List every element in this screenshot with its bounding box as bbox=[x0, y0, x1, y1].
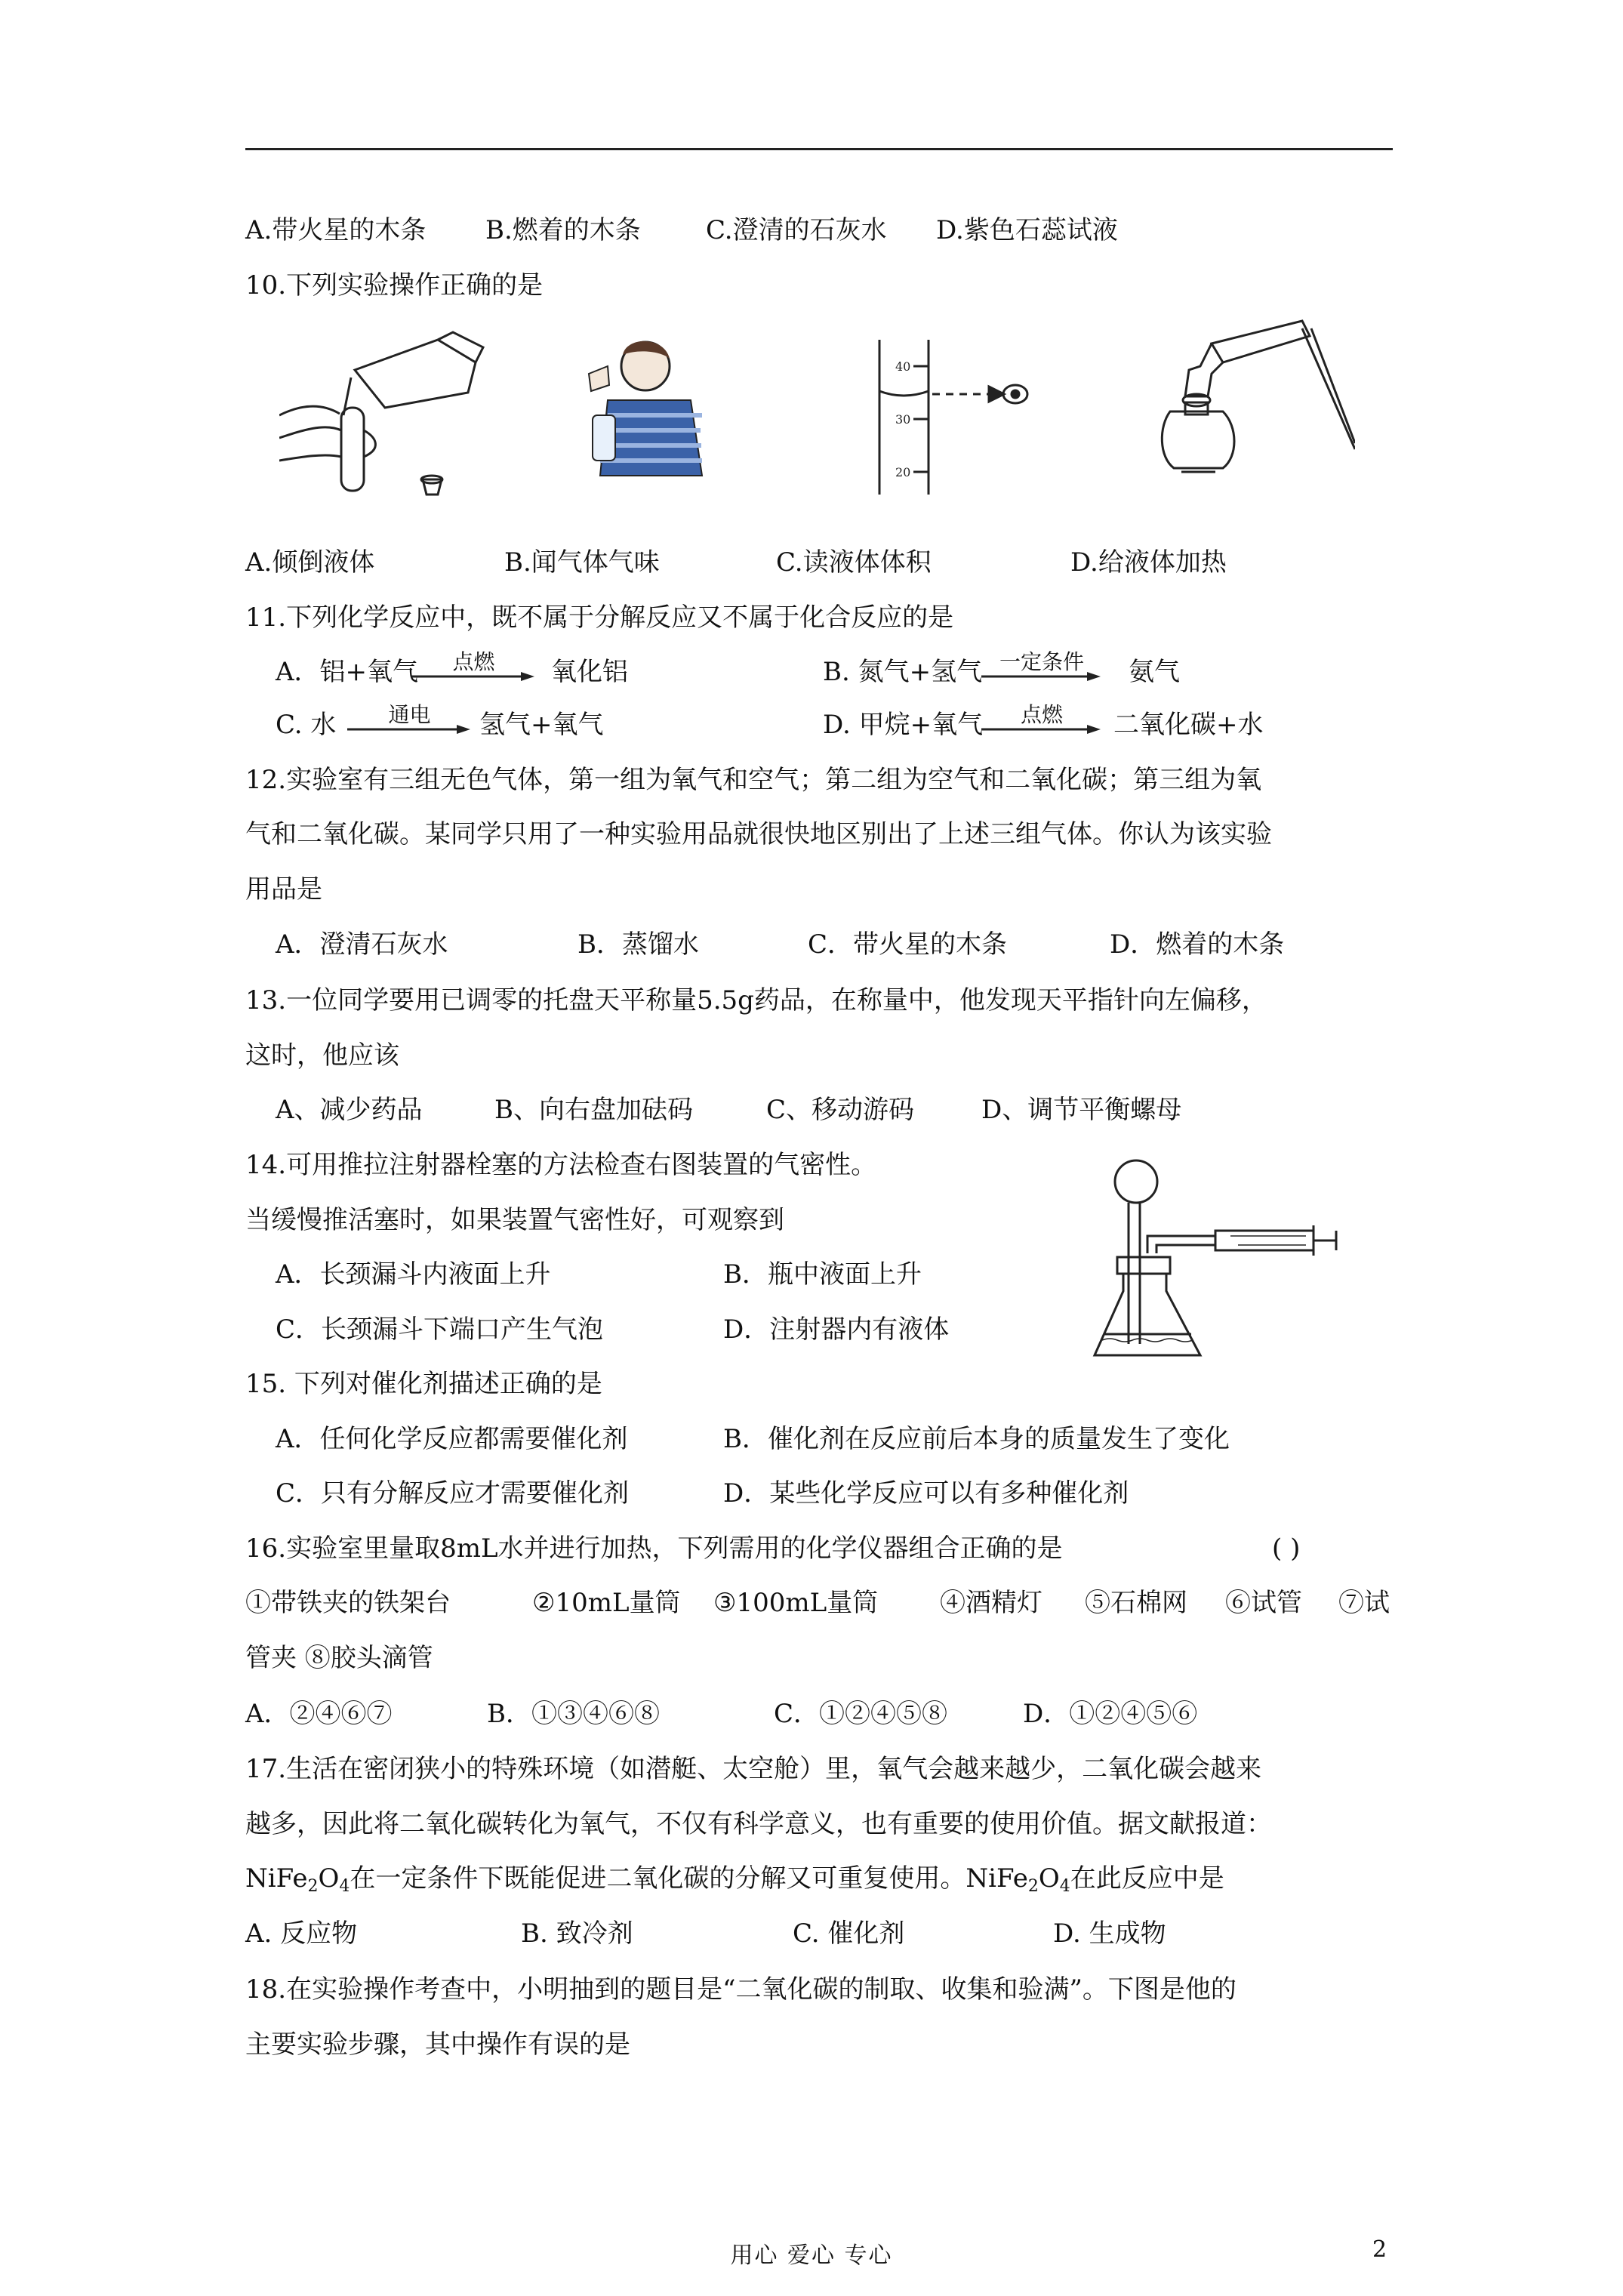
q11-option-b-product: 氨气 bbox=[1129, 657, 1180, 687]
arrow-icon bbox=[981, 724, 1102, 735]
q10-option-c: C.读液体体积 bbox=[776, 547, 932, 578]
arrow-icon bbox=[347, 724, 472, 735]
q11-b-arrow bbox=[981, 649, 1102, 689]
q16-items-line-2: 管夹 ⑧胶头滴管 bbox=[245, 1643, 433, 1673]
heating-liquid-figure bbox=[1129, 313, 1355, 495]
q16-option-b: B．①③④⑥⑧ bbox=[487, 1699, 660, 1729]
q9-option-d: D.紫色石蕊试液 bbox=[936, 215, 1118, 245]
q12-option-d: D．燃着的木条 bbox=[1110, 929, 1285, 960]
smelling-gas-figure bbox=[562, 332, 713, 483]
page-number: 2 bbox=[1372, 2236, 1387, 2263]
q16-item-6: ⑥试管 bbox=[1225, 1588, 1302, 1618]
q17-option-c: C. 催化剂 bbox=[793, 1918, 905, 1949]
q16-item-2: ②10mL量筒 bbox=[532, 1588, 681, 1618]
q17-line-3-end: 在此反应中是 bbox=[1070, 1863, 1224, 1894]
q11-option-d-reactants: D. 甲烷+氧气 bbox=[823, 710, 984, 740]
q15-option-a: A．任何化学反应都需要催化剂 bbox=[276, 1424, 628, 1454]
q11-a-condition: 点燃 bbox=[452, 649, 495, 674]
q14-option-d: D．注射器内有液体 bbox=[723, 1314, 950, 1345]
q10-option-d: D.给液体加热 bbox=[1070, 547, 1227, 578]
q16-item-3: ③100mL量筒 bbox=[713, 1588, 879, 1618]
q17-option-a: A. 反应物 bbox=[245, 1918, 358, 1949]
cylinder-tick-40: 40 bbox=[895, 359, 911, 374]
arrow-icon bbox=[981, 671, 1102, 682]
q11-option-a-product: 氧化铝 bbox=[551, 657, 628, 687]
q13-option-d: D、调节平衡螺母 bbox=[981, 1095, 1182, 1125]
q17-line-3 bbox=[245, 1861, 1224, 1904]
q16-item-1: ①带铁夹的铁架台 bbox=[245, 1588, 451, 1618]
q12-option-a: A．澄清石灰水 bbox=[276, 929, 448, 960]
cylinder-tick-30: 30 bbox=[895, 412, 911, 427]
q13-line-1: 13.一位同学要用已调零的托盘天平称量5.5g药品，在称量中，他发现天平指针向左偏移， bbox=[245, 985, 1267, 1015]
q11-stem: 11.下列化学反应中，既不属于分解反应又不属于化合反应的是 bbox=[245, 603, 954, 633]
q9-option-c: C.澄清的石灰水 bbox=[706, 215, 887, 245]
q11-a-arrow bbox=[411, 649, 536, 689]
q15-option-b: B．催化剂在反应前后本身的质量发生了变化 bbox=[723, 1424, 1230, 1454]
q12-line-1: 12.实验室有三组无色气体，第一组为氧气和空气；第二组为空气和二氧化碳；第三组为氧 bbox=[245, 765, 1262, 795]
q14-option-b: B．瓶中液面上升 bbox=[723, 1259, 922, 1290]
formula-part: O bbox=[318, 1863, 340, 1894]
q15-stem: 15. 下列对催化剂描述正确的是 bbox=[245, 1369, 602, 1399]
q16-item-5: ⑤石棉网 bbox=[1085, 1588, 1187, 1618]
q17-option-d: D. 生成物 bbox=[1053, 1918, 1166, 1949]
pouring-liquid-figure bbox=[279, 325, 498, 506]
q11-b-condition: 一定条件 bbox=[999, 649, 1084, 674]
formula-subscript: 2 bbox=[1027, 1877, 1039, 1896]
q13-line-2: 这时，他应该 bbox=[245, 1040, 399, 1071]
q13-option-b: B、向右盘加砝码 bbox=[494, 1095, 693, 1125]
q14-line-2: 当缓慢推活塞时，如果装置气密性好，可观察到 bbox=[245, 1205, 784, 1235]
q10-stem: 10.下列实验操作正确的是 bbox=[245, 270, 544, 300]
formula-part: O bbox=[1038, 1863, 1060, 1894]
q11-c-condition: 通电 bbox=[388, 702, 431, 727]
q10-option-b: B.闻气体气味 bbox=[504, 547, 660, 578]
airtightness-apparatus-figure bbox=[1087, 1151, 1351, 1370]
q16-item-7-start: ⑦试 bbox=[1338, 1588, 1390, 1618]
q11-d-arrow bbox=[981, 702, 1102, 742]
q12-line-3: 用品是 bbox=[245, 874, 322, 905]
q11-option-d-product: 二氧化碳+水 bbox=[1113, 710, 1264, 740]
q12-line-2: 气和二氧化碳。某同学只用了一种实验用品就很快地区别出了上述三组气体。你认为该实验 bbox=[245, 819, 1272, 849]
q14-line-1: 14.可用推拉注射器栓塞的方法检查右图装置的气密性。 bbox=[245, 1150, 877, 1180]
q14-option-a: A．长颈漏斗内液面上升 bbox=[276, 1259, 551, 1290]
q17-line-1: 17.生活在密闭狭小的特殊环境（如潜艇、太空舱）里，氧气会越来越少，二氧化碳会越来 bbox=[245, 1754, 1262, 1784]
q9-option-a: A.带火星的木条 bbox=[245, 215, 427, 245]
q18-line-2: 主要实验步骤，其中操作有误的是 bbox=[245, 2029, 630, 2060]
q12-option-c: C．带火星的木条 bbox=[808, 929, 1008, 960]
q17-line-2: 越多，因此将二氧化碳转化为氧气，不仅有科学意义，也有重要的使用价值。据文献报道： bbox=[245, 1809, 1272, 1839]
q11-d-condition: 点燃 bbox=[1020, 702, 1063, 727]
q16-item-4: ④酒精灯 bbox=[940, 1588, 1042, 1618]
q9-option-b: B.燃着的木条 bbox=[485, 215, 641, 245]
q12-option-b: B．蒸馏水 bbox=[577, 929, 699, 960]
arrow-icon bbox=[411, 671, 536, 682]
q11-c-arrow bbox=[347, 702, 472, 742]
q11-option-a-reactants: A．铝+氧气 bbox=[276, 657, 419, 687]
q13-option-c: C、移动游码 bbox=[766, 1095, 915, 1125]
header-rule bbox=[245, 148, 1393, 150]
q11-option-b-reactants: B. 氮气+氢气 bbox=[823, 657, 983, 687]
graduated-cylinder-figure bbox=[861, 332, 1034, 498]
formula-subscript: 4 bbox=[1059, 1877, 1070, 1896]
q18-line-1: 18.在实验操作考查中，小明抽到的题目是“二氧化碳的制取、收集和验满”。下图是他的 bbox=[245, 1974, 1236, 2005]
q11-option-c-product: 氢气+氧气 bbox=[479, 710, 604, 740]
q16-option-d: D．①②④⑤⑥ bbox=[1023, 1699, 1198, 1729]
q15-option-d: D．某些化学反应可以有多种催化剂 bbox=[723, 1478, 1129, 1509]
q14-option-c: C．长颈漏斗下端口产生气泡 bbox=[276, 1314, 604, 1345]
q16-option-c: C．①②④⑤⑧ bbox=[774, 1699, 948, 1729]
q13-option-a: A、减少药品 bbox=[276, 1095, 423, 1125]
q16-stem: 16.实验室里量取8mL水并进行加热，下列需用的化学仪器组合正确的是 bbox=[245, 1533, 1063, 1564]
q11-option-c-reactants: C. 水 bbox=[276, 710, 337, 740]
q17-line-3-text: 在一定条件下既能促进二氧化碳的分解又可重复使用。NiFe bbox=[350, 1863, 1028, 1894]
formula-subscript: 4 bbox=[339, 1877, 350, 1896]
formula-part: NiFe bbox=[245, 1863, 308, 1894]
q10-option-a: A.倾倒液体 bbox=[245, 547, 375, 578]
q15-option-c: C．只有分解反应才需要催化剂 bbox=[276, 1478, 630, 1509]
cylinder-tick-20: 20 bbox=[895, 465, 911, 479]
formula-subscript: 2 bbox=[307, 1877, 319, 1896]
q16-option-a: A．②④⑥⑦ bbox=[245, 1699, 393, 1729]
q17-option-b: B. 致冷剂 bbox=[521, 1918, 633, 1949]
q16-answer-paren: ( ) bbox=[1272, 1533, 1301, 1564]
page-footer: 用心 爱心 专心 bbox=[730, 2242, 893, 2269]
